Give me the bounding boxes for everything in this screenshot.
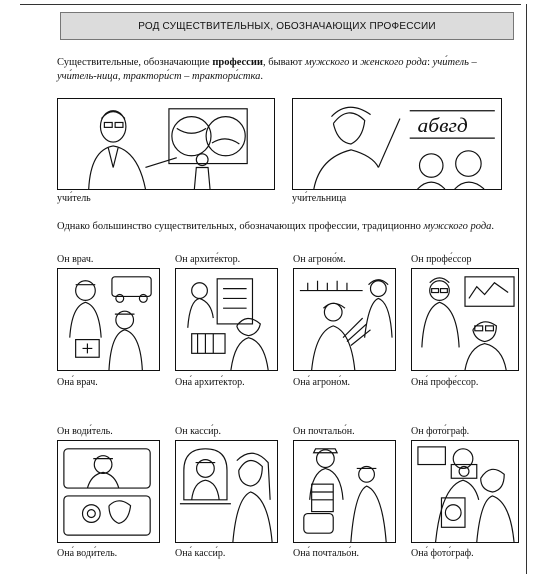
- intro-text: .: [260, 71, 263, 82]
- intro-text: , бывают: [262, 57, 305, 68]
- section-title: [60, 12, 514, 40]
- caption-teacher-man: учи́тель: [57, 193, 91, 204]
- intro-text: и: [349, 57, 361, 68]
- note-text: Однако большинство существительных, обозначающих профессии, традиционно: [57, 221, 424, 232]
- caption-cashier-he: Он касси́р.: [175, 426, 221, 437]
- note-italic-term: мужского рода: [423, 221, 492, 232]
- section-title-text: РОД СУЩЕСТВИТЕЛЬНЫХ, ОБОЗНАЧАЮЩИХ ПРОФЕССИИ: [138, 20, 436, 32]
- caption-professor-she: Она́ профе́ссор.: [411, 377, 479, 388]
- caption-doctor-he: Он врач.: [57, 254, 94, 265]
- intro-paragraph: [57, 56, 519, 84]
- teacher-man-globe-illustration: [57, 98, 275, 190]
- intro-text: Существительные, обозначающие: [57, 57, 213, 68]
- photographers-illustration: [411, 440, 519, 543]
- caption-doctor-she: Она́ врач.: [57, 377, 98, 388]
- caption-photographer-he: Он фото́граф.: [411, 426, 470, 437]
- teacher-woman-alphabet-illustration: [292, 98, 502, 190]
- note-text: .: [491, 221, 494, 232]
- caption-driver-she: Она́ води́тель.: [57, 548, 118, 559]
- doctors-illustration: [57, 268, 160, 371]
- postmen-illustration: [293, 440, 396, 543]
- cashiers-illustration: [175, 440, 278, 543]
- intro-italic-term: мужского: [304, 57, 350, 68]
- caption-postman-he: Он почтальо́н.: [293, 426, 355, 437]
- drivers-illustration: [57, 440, 160, 543]
- caption-driver-he: Он води́тель.: [57, 426, 113, 437]
- caption-teacher-woman: учи́тельница: [292, 193, 347, 204]
- intro-italic-term: женского рода: [360, 57, 428, 68]
- caption-cashier-she: Она́ касси́р.: [175, 548, 226, 559]
- caption-postman-she: Она́ почтальо́н.: [293, 548, 360, 559]
- caption-photographer-she: Она́ фото́граф.: [411, 548, 474, 559]
- caption-professor-he: Он профе́ссор: [411, 254, 472, 265]
- intro-text: :: [427, 57, 433, 68]
- top-border-line: [20, 4, 521, 5]
- intro-examples: учи́тель – учи́тель-ница, трактори́ст – трактори́стка: [57, 57, 477, 82]
- architects-illustration: [175, 268, 278, 371]
- agronomists-illustration: [293, 268, 396, 371]
- traditional-gender-note: [57, 221, 527, 232]
- caption-architect-he: Он архите́ктор.: [175, 254, 241, 265]
- caption-architect-she: Она́ архите́ктор.: [175, 377, 245, 388]
- intro-bold-term: профессии: [212, 57, 263, 68]
- professors-illustration: [411, 268, 519, 371]
- svg-text:абвгд: абвгд: [417, 113, 468, 138]
- caption-agronomist-she: Она́ агроно́м.: [293, 377, 351, 388]
- caption-agronomist-he: Он агроно́м.: [293, 254, 346, 265]
- right-border-line: [526, 4, 527, 574]
